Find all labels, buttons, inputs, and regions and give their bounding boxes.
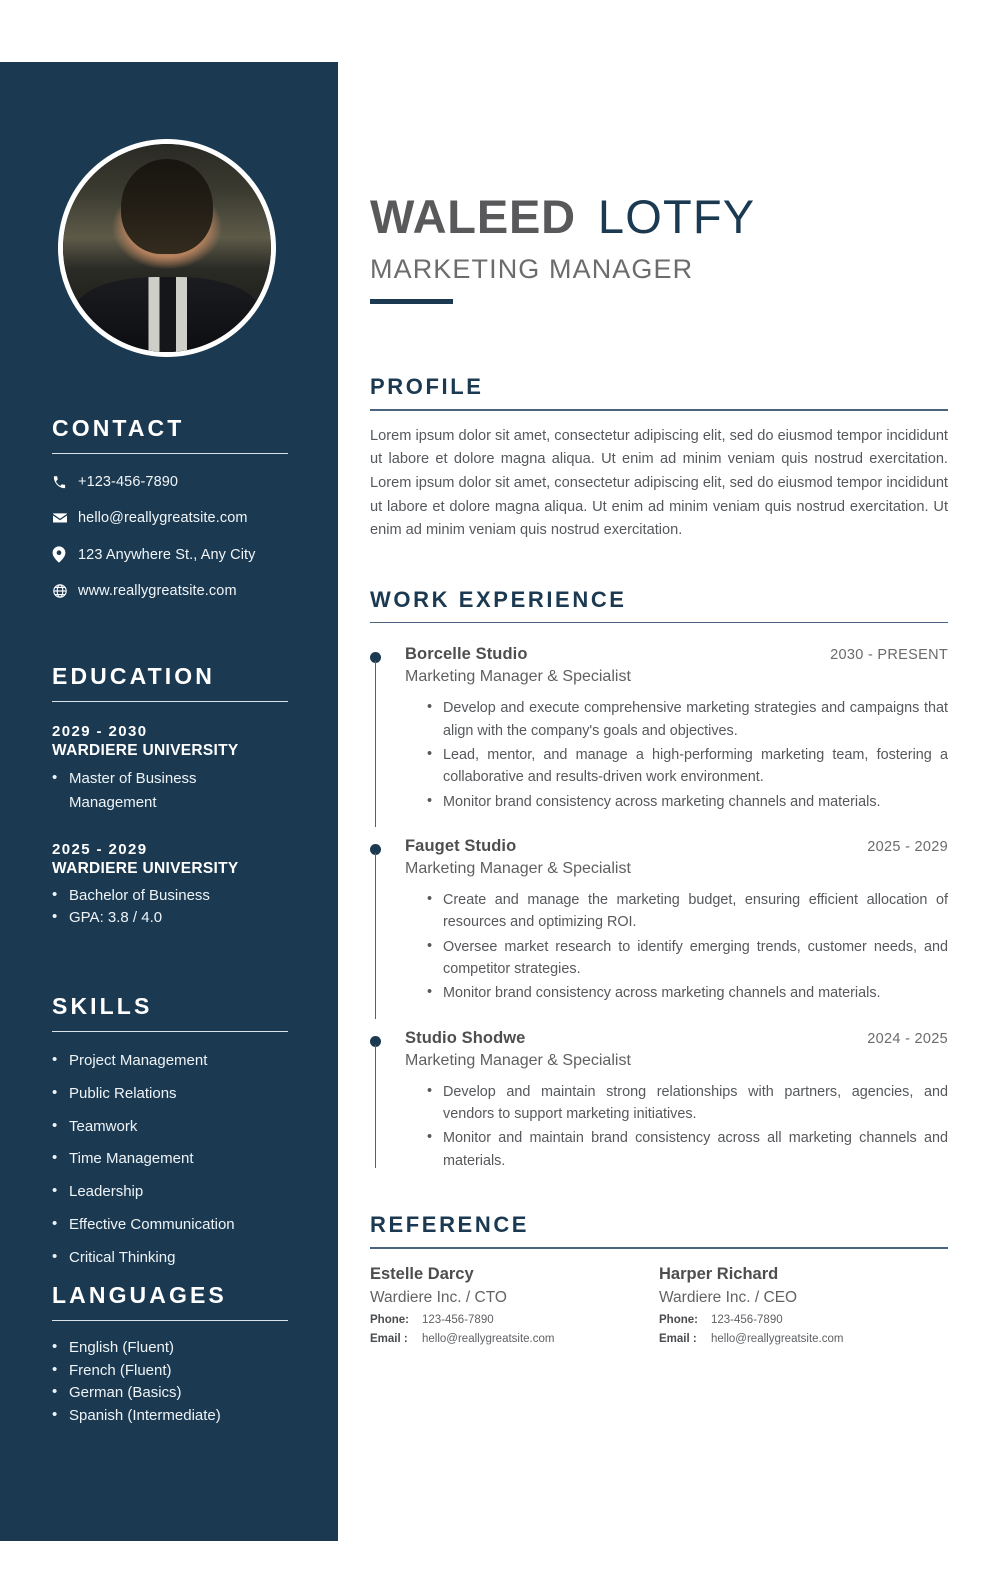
languages-divider — [52, 1320, 288, 1321]
work-role: Marketing Manager & Specialist — [405, 860, 631, 878]
reference-email-row — [659, 1333, 948, 1345]
timeline-line — [375, 853, 377, 1019]
profile-divider — [370, 409, 948, 411]
work-entry-header — [405, 837, 948, 856]
languages-heading: LANGUAGES — [52, 1282, 227, 1308]
reference-phone-label: Phone: — [659, 1313, 698, 1326]
education-heading: EDUCATION — [52, 663, 215, 689]
reference-title: Wardiere Inc. / CTO — [370, 1288, 507, 1306]
list-item: • Spanish (Intermediate) — [52, 1405, 288, 1428]
main-column — [370, 0, 948, 1345]
list-item: • Critical Thinking — [52, 1246, 288, 1270]
globe-icon — [52, 583, 78, 599]
reference-email-value: hello@reallygreatsite.com — [711, 1332, 844, 1345]
list-item: • Project Management — [52, 1049, 288, 1073]
skills-list — [52, 1049, 288, 1270]
last-name: LOTFY — [597, 190, 756, 243]
list-item: • German (Basics) — [52, 1382, 288, 1405]
work-bullets — [405, 697, 948, 813]
contact-address-value: 123 Anywhere St., Any City — [78, 546, 256, 563]
reference-email-label: Email : — [370, 1332, 408, 1345]
reference-phone-value: 123-456-7890 — [711, 1313, 783, 1326]
work-entry — [370, 645, 948, 813]
list-item: • French (Fluent) — [52, 1360, 288, 1383]
reference-grid — [370, 1265, 948, 1345]
page-title — [370, 190, 948, 243]
profile-text: Lorem ipsum dolor sit amet, consectetur adipiscing elit, sed do eiusmod tempor incididunt ut labore et dolore magna aliqua. Ut enim ad minim veniam quis nostrud exercitation. Lorem ipsum dolor sit amet, consectetur adipiscing elit, sed do eiusmod tempor incididunt ut labore et dolore magna aliqua. Ut enim ad minim veniam quis nostrud exercitation. Ut enim ad minim veniam quis nostrud exercitation. — [370, 427, 948, 539]
list-item: • Public Relations — [52, 1082, 288, 1106]
contact-row-website[interactable] — [52, 583, 288, 599]
work-experience-section — [370, 586, 948, 1172]
mail-icon — [52, 510, 78, 526]
reference-phone-value: 123-456-7890 — [422, 1313, 494, 1326]
timeline-line — [375, 1045, 377, 1168]
skills-divider — [52, 1031, 288, 1032]
list-item: • Bachelor of Business — [52, 885, 288, 908]
list-item: • Monitor and maintain brand consistency across all marketing channels and materials. — [427, 1127, 948, 1172]
reference-heading: REFERENCE — [370, 1211, 530, 1237]
list-item: • Develop and maintain strong relationships with partners, agencies, and vendors to support marketing initiatives. — [427, 1081, 948, 1126]
education-divider — [52, 701, 288, 702]
work-divider — [370, 622, 948, 624]
profile-photo — [58, 139, 276, 357]
phone-icon — [52, 475, 78, 490]
location-pin-icon — [52, 546, 78, 563]
portrait-image — [63, 144, 271, 352]
contact-heading: CONTACT — [52, 415, 185, 441]
skills-section — [52, 995, 288, 1279]
work-date: 2024 - 2025 — [867, 1030, 948, 1047]
skills-heading: SKILLS — [52, 993, 153, 1019]
list-item: • Time Management — [52, 1147, 288, 1171]
profile-section — [370, 376, 948, 543]
reference-card — [370, 1265, 659, 1345]
reference-card — [659, 1265, 948, 1345]
first-name: WALEED — [370, 190, 576, 243]
work-entry — [370, 837, 948, 1005]
contact-email-value: hello@reallygreatsite.com — [78, 510, 248, 526]
list-item: • Monitor brand consistency across marketing channels and materials. — [427, 791, 948, 813]
list-item: • Oversee market research to identify emerging trends, customer needs, and competitor strategies. — [427, 936, 948, 981]
reference-title: Wardiere Inc. / CEO — [659, 1288, 798, 1306]
work-role: Marketing Manager & Specialist — [405, 1051, 631, 1069]
list-item: • GPA: 3.8 / 4.0 — [52, 907, 288, 930]
education-date: 2025 - 2029 — [52, 840, 148, 858]
list-item: • Monitor brand consistency across marketing channels and materials. — [427, 982, 948, 1004]
work-date: 2030 - PRESENT — [830, 647, 948, 664]
work-entry — [370, 1029, 948, 1172]
work-heading: WORK EXPERIENCE — [370, 586, 627, 612]
profile-heading: PROFILE — [370, 374, 484, 399]
reference-section — [370, 1211, 948, 1345]
job-role-subtitle: MARKETING MANAGER — [370, 254, 694, 284]
timeline-line — [375, 661, 377, 827]
sidebar — [0, 62, 338, 1541]
reference-name: Harper Richard — [659, 1264, 779, 1283]
list-item: • Effective Communication — [52, 1213, 288, 1237]
list-item: • Master of Business Management — [52, 767, 288, 816]
accent-bar — [370, 299, 453, 304]
list-item: • English (Fluent) — [52, 1337, 288, 1360]
reference-phone-row — [370, 1314, 659, 1326]
education-date: 2029 - 2030 — [52, 723, 148, 740]
contact-website-value: www.reallygreatsite.com — [78, 583, 237, 599]
work-bullets — [405, 1081, 948, 1172]
reference-phone-row — [659, 1314, 948, 1326]
contact-row-address[interactable] — [52, 546, 288, 563]
list-item: • Teamwork — [52, 1115, 288, 1139]
work-entry-header — [405, 1029, 948, 1048]
list-item: • Develop and execute comprehensive marketing strategies and campaigns that align with the company's goals and objectives. — [427, 697, 948, 742]
list-item: • Create and manage the marketing budget, ensuring efficient allocation of resources and optimizing ROI. — [427, 889, 948, 934]
work-company: Fauget Studio — [405, 837, 517, 856]
work-company: Studio Shodwe — [405, 1028, 526, 1047]
reference-phone-label: Phone: — [370, 1313, 409, 1326]
reference-email-label: Email : — [659, 1332, 697, 1345]
reference-divider — [370, 1247, 948, 1249]
contact-row-email[interactable] — [52, 510, 288, 526]
work-role: Marketing Manager & Specialist — [405, 668, 631, 686]
education-details — [52, 767, 288, 816]
contact-phone-value: +123-456-7890 — [78, 474, 179, 490]
work-entry-header — [405, 645, 948, 664]
education-section — [52, 665, 288, 930]
work-company: Borcelle Studio — [405, 645, 528, 664]
contact-section — [52, 417, 288, 599]
work-date: 2025 - 2029 — [867, 839, 948, 856]
contact-row-phone[interactable] — [52, 474, 288, 490]
list-item: • Leadership — [52, 1180, 288, 1204]
work-bullets — [405, 889, 948, 1005]
education-school: WARDIERE UNIVERSITY — [52, 859, 239, 877]
photo-ring — [58, 139, 276, 357]
education-details — [52, 885, 288, 930]
languages-list — [52, 1337, 288, 1427]
reference-email-row — [370, 1333, 659, 1345]
languages-section — [52, 1284, 288, 1427]
list-item: • Lead, mentor, and manage a high-performing marketing team, fostering a collaborative and results-driven work environment. — [427, 744, 948, 789]
education-entry — [52, 723, 288, 816]
education-school: WARDIERE UNIVERSITY — [52, 742, 239, 759]
education-entry — [52, 841, 288, 930]
reference-email-value: hello@reallygreatsite.com — [422, 1332, 555, 1345]
reference-name: Estelle Darcy — [370, 1264, 474, 1283]
contact-divider — [52, 453, 288, 454]
